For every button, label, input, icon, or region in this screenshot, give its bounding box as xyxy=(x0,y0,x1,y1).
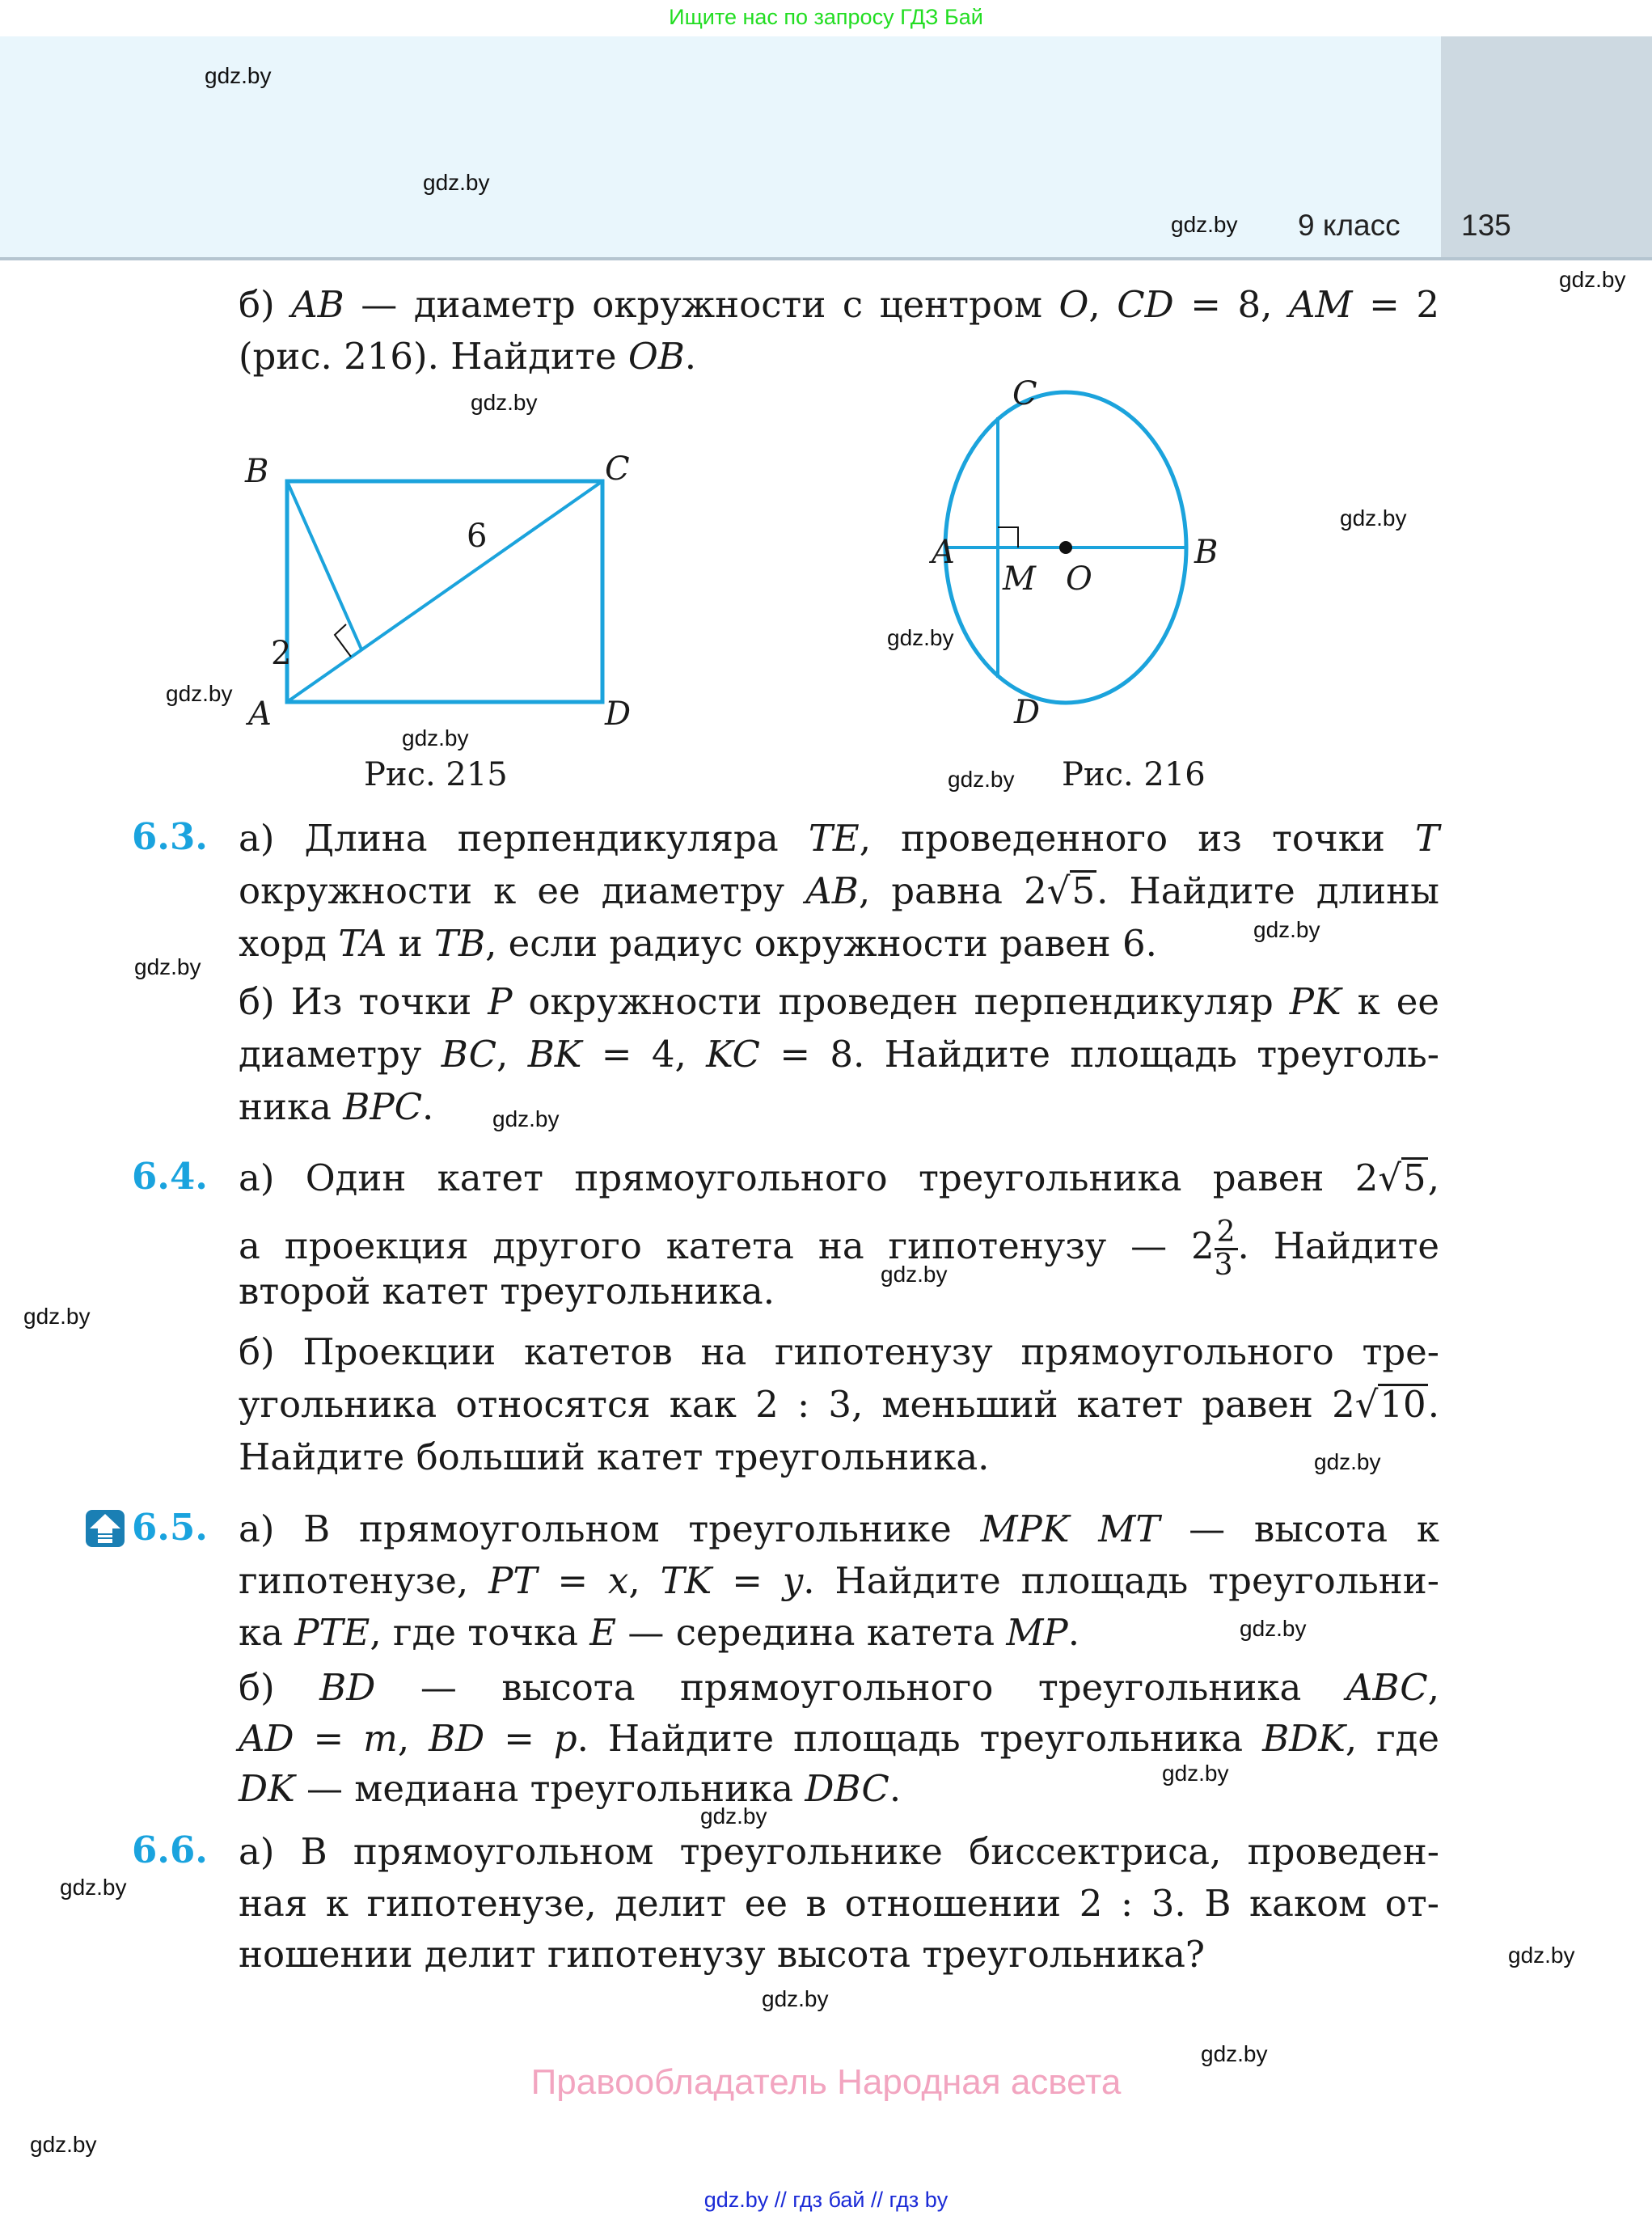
search-banner: Ищите нас по запросу ГДЗ Бай xyxy=(669,5,983,29)
math-var: TE xyxy=(808,817,860,860)
text: , проведенного из точки xyxy=(859,817,1415,860)
text: = 8. Найдите площадь треуголь- xyxy=(759,1033,1439,1076)
figure-216-diagram xyxy=(930,380,1205,720)
fig216-label-C: C xyxy=(1012,375,1037,412)
footer-links[interactable]: gdz.by // гдз бай // гдз by xyxy=(703,2188,949,2212)
watermark: gdz.by xyxy=(60,1875,127,1900)
problem-6-4b-line1 xyxy=(239,1330,1439,1374)
text: — середина катета xyxy=(616,1611,1007,1654)
fig215-label-6: 6 xyxy=(467,518,488,555)
problem-6-2b-line1 xyxy=(239,283,1439,327)
page-number: 135 xyxy=(1461,209,1511,242)
math-var: AB xyxy=(291,283,344,326)
problem-6-3b-line2 xyxy=(239,1033,1439,1076)
text: б) Из точки xyxy=(239,980,488,1023)
text: , xyxy=(1427,1666,1439,1709)
problem-6-4a-line3 xyxy=(239,1270,775,1313)
math-var: x xyxy=(607,1559,629,1602)
text: . xyxy=(1427,1383,1439,1426)
problem-6-4a-line1: а) Один катет прямоугольного треугольника равен 2√5, xyxy=(239,1156,1439,1199)
watermark: gdz.by xyxy=(1340,505,1407,531)
text: а) Длина перпендикуляра xyxy=(239,817,809,860)
fig216-label-D: D xyxy=(1014,694,1041,731)
text: . Найдите длины xyxy=(1096,869,1439,912)
problem-6-2b-line2 xyxy=(239,335,696,378)
figure-215-diagram xyxy=(243,453,631,744)
grade-label: 9 класс xyxy=(1298,209,1401,242)
text: б) xyxy=(239,1666,320,1709)
text xyxy=(1069,1507,1098,1550)
math-var: TA xyxy=(338,922,387,965)
math-var: BPC xyxy=(343,1085,423,1128)
problem-number: 6.3. xyxy=(132,815,208,858)
watermark: gdz.by xyxy=(700,1803,767,1829)
fig216-label-M: M xyxy=(1003,560,1036,598)
fig216-label-O: O xyxy=(1066,560,1092,598)
problem-6-4b-line2: угольника относятся как 2 : 3, меньший катет равен 2√10. xyxy=(239,1383,1439,1426)
math-var: MP xyxy=(1006,1611,1068,1654)
text: хорд xyxy=(239,922,339,965)
watermark: gdz.by xyxy=(30,2132,97,2157)
math-var: AD xyxy=(239,1717,294,1760)
math-var: PTE xyxy=(294,1611,370,1654)
math-var: AB xyxy=(805,869,859,912)
text: . Найдите площадь треугольника xyxy=(577,1717,1263,1760)
copyright-notice: Правообладатель Народная асвета xyxy=(530,2062,1122,2102)
watermark: gdz.by xyxy=(1508,1943,1575,1968)
math-var: PK xyxy=(1289,980,1341,1023)
text: . Найдите площадь треугольни- xyxy=(803,1559,1439,1602)
watermark: gdz.by xyxy=(205,63,272,88)
problem-6-3b-line1 xyxy=(239,980,1439,1024)
text: и xyxy=(387,922,434,965)
text: ношении делит гипотенузу высота треугольника? xyxy=(239,1933,1206,1976)
problem-6-5a-line1 xyxy=(239,1507,1439,1551)
math-var: BD xyxy=(319,1666,376,1709)
text: — высота к xyxy=(1160,1507,1439,1550)
text: = xyxy=(294,1717,364,1760)
header-divider xyxy=(0,257,1652,260)
problem-6-3b-line3 xyxy=(239,1085,433,1129)
math-var: OB xyxy=(627,335,685,378)
text: (рис. 216). Найдите xyxy=(239,335,628,378)
math-var: p xyxy=(553,1717,577,1760)
fig215-label-D: D xyxy=(605,696,632,733)
math-var: CD xyxy=(1117,283,1174,326)
problem-6-3a-line2: окружности к ее диаметру AB, равна 2√5. Найдите длины xyxy=(239,869,1439,912)
watermark: gdz.by xyxy=(166,681,233,706)
fig215-label-2: 2 xyxy=(271,635,292,672)
text: а) В прямоугольном треугольнике биссектриса, проведен- xyxy=(239,1830,1439,1873)
problem-number: 6.5. xyxy=(132,1506,208,1549)
text: Найдите больший катет треугольника. xyxy=(239,1435,990,1478)
watermark: gdz.by xyxy=(134,954,201,979)
text: а) В прямоугольном треугольнике xyxy=(239,1507,981,1550)
problem-6-4b-line3 xyxy=(239,1435,989,1479)
text: = 2 xyxy=(1352,283,1439,326)
math-var: AM xyxy=(1289,283,1353,326)
math-var: P xyxy=(488,980,513,1023)
watermark: gdz.by xyxy=(492,1106,560,1131)
math-var: BD xyxy=(429,1717,485,1760)
problem-6-3a-line3 xyxy=(239,922,1157,966)
math-var: T xyxy=(1414,817,1439,860)
problem-6-6a-line2 xyxy=(239,1882,1439,1926)
fig215-label-C: C xyxy=(605,450,630,488)
fig215-label-B: B xyxy=(245,453,269,490)
watermark: gdz.by xyxy=(887,625,954,650)
math-var: ABC xyxy=(1346,1666,1428,1709)
problem-6-6a-line3 xyxy=(239,1933,1205,1977)
text: гипотенузе, xyxy=(239,1559,489,1602)
math-var: E xyxy=(589,1611,617,1654)
text: , где xyxy=(1345,1717,1440,1760)
math-var: O xyxy=(1058,283,1089,326)
watermark: gdz.by xyxy=(471,390,538,415)
text: , xyxy=(496,1033,528,1076)
watermark: gdz.by xyxy=(1171,212,1238,237)
text: а проекция другого катета на гипотенузу — 2 xyxy=(239,1224,1215,1267)
text: . xyxy=(889,1767,902,1810)
level-up-icon xyxy=(85,1509,125,1548)
figure-215-caption: Рис. 215 xyxy=(364,756,508,793)
problem-6-5a-line2 xyxy=(239,1559,1439,1603)
text: б) Проекции катетов на гипотенузу прямоугольного тре- xyxy=(239,1330,1439,1373)
problem-6-5b-line2 xyxy=(239,1717,1439,1761)
watermark: gdz.by xyxy=(1240,1616,1307,1641)
text: второй катет треугольника. xyxy=(239,1270,775,1313)
problem-6-6a-line1 xyxy=(239,1830,1439,1874)
mixed-fraction xyxy=(1215,1217,1238,1281)
text: к ее xyxy=(1341,980,1439,1023)
text: , где точка xyxy=(370,1611,590,1654)
text: , xyxy=(1088,283,1118,326)
text: = 8, xyxy=(1173,283,1289,326)
text: ника xyxy=(239,1085,344,1128)
watermark: gdz.by xyxy=(23,1304,91,1329)
sqrt-radicand: 5 xyxy=(1403,1156,1426,1199)
fraction-numerator: 2 xyxy=(1215,1217,1238,1250)
text: . xyxy=(422,1085,434,1128)
math-var: BK xyxy=(527,1033,582,1076)
text: , xyxy=(1427,1156,1439,1199)
math-var: PT xyxy=(488,1559,538,1602)
watermark: gdz.by xyxy=(948,767,1015,792)
fraction-denominator: 3 xyxy=(1214,1249,1233,1282)
problem-6-5a-line3 xyxy=(239,1611,1080,1655)
math-var: MPK xyxy=(980,1507,1070,1550)
text: = 4, xyxy=(581,1033,707,1076)
text: , равна 2 xyxy=(858,869,1047,912)
text: б) xyxy=(239,283,292,326)
text: окружности проведен перпендикуляр xyxy=(512,980,1290,1023)
fig216-label-B: B xyxy=(1194,534,1219,571)
watermark: gdz.by xyxy=(762,1986,829,2011)
sqrt-radicand: 10 xyxy=(1379,1383,1426,1426)
text: , xyxy=(397,1717,429,1760)
text: . xyxy=(684,335,697,378)
math-var: m xyxy=(363,1717,398,1760)
text: окружности к ее диаметру xyxy=(239,869,806,912)
watermark: gdz.by xyxy=(423,170,490,195)
text: а) Один катет прямоугольного треугольника равен 2 xyxy=(239,1156,1379,1199)
text: диаметру xyxy=(239,1033,442,1076)
watermark: gdz.by xyxy=(1201,2041,1268,2066)
fig216-label-A: A xyxy=(932,534,955,571)
watermark: gdz.by xyxy=(1162,1761,1229,1786)
math-var: y xyxy=(782,1559,804,1602)
watermark: gdz.by xyxy=(402,725,469,750)
math-var: TB xyxy=(433,922,486,965)
text: , xyxy=(628,1559,661,1602)
watermark: gdz.by xyxy=(1559,267,1626,292)
text: — высота прямоугольного треугольника xyxy=(375,1666,1346,1709)
math-var: BDK xyxy=(1262,1717,1346,1760)
problem-6-5b-line3 xyxy=(239,1767,901,1811)
math-var: BC xyxy=(441,1033,497,1076)
problem-number: 6.6. xyxy=(132,1829,208,1871)
fig215-label-A: A xyxy=(248,696,272,733)
sqrt-radicand: 5 xyxy=(1071,869,1096,912)
math-var: TK xyxy=(660,1559,712,1602)
text: = xyxy=(712,1559,783,1602)
text: . Найдите xyxy=(1237,1224,1440,1267)
watermark: gdz.by xyxy=(1314,1449,1381,1474)
math-var: DK xyxy=(239,1767,295,1810)
math-var: KC xyxy=(706,1033,760,1076)
text: = xyxy=(537,1559,608,1602)
text: — медиана треугольника xyxy=(294,1767,805,1810)
text: ная к гипотенузе, делит ее в отношении 2 : 3. В каком от- xyxy=(239,1882,1439,1925)
problem-6-5b-line1 xyxy=(239,1666,1439,1710)
watermark: gdz.by xyxy=(881,1262,948,1287)
text: . xyxy=(1067,1611,1080,1654)
figure-216-caption: Рис. 216 xyxy=(1062,756,1206,793)
watermark: gdz.by xyxy=(1253,917,1320,942)
problem-number: 6.4. xyxy=(132,1155,208,1198)
text: , если радиус окружности равен 6. xyxy=(485,922,1157,965)
problem-6-3a-line1 xyxy=(239,817,1439,860)
math-var: DBC xyxy=(805,1767,889,1810)
text: = xyxy=(484,1717,554,1760)
text: угольника относятся как 2 : 3, меньший катет равен 2 xyxy=(239,1383,1355,1426)
text: — диаметр окружности с центром xyxy=(344,283,1059,326)
math-var: MT xyxy=(1098,1507,1160,1550)
text: ка xyxy=(239,1611,295,1654)
